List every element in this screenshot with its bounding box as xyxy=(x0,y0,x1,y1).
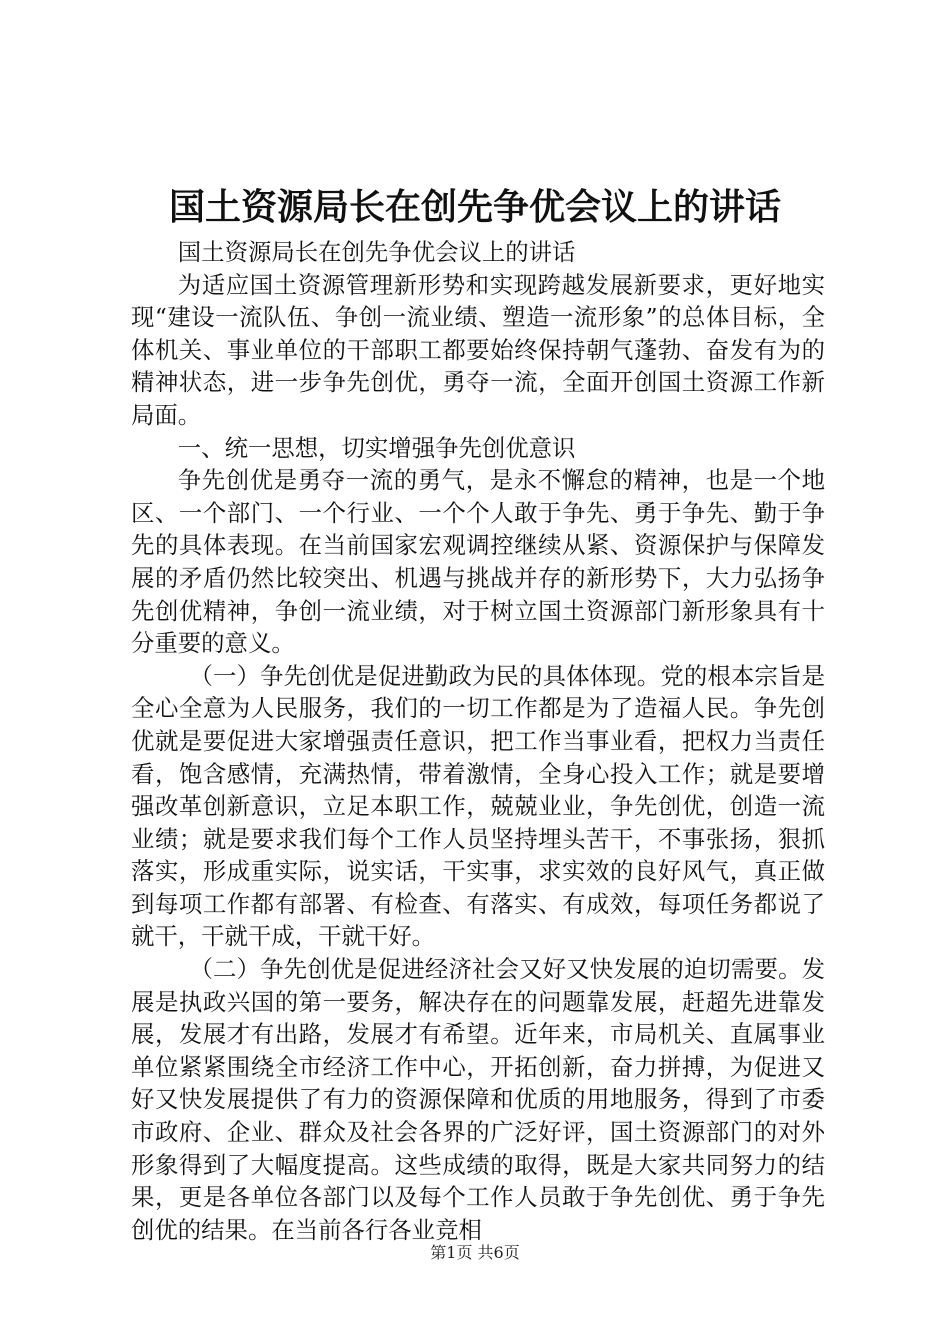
page-footer: 第1页 共6页 xyxy=(430,1243,520,1262)
paragraph-point-1: （一）争先创优是促进勤政为民的具体体现。党的根本宗旨是全心全意为人民服务，我们的一切工作都是为了造福人民。争先创优就是要促进大家增强责任意识，把工作当事业看，把权力当责任看，饱含感情，充满热情，带着激情，全身心投入工作；就是要增强改革创新意识，立足本职工作，兢兢业业，争先创优，创造一流业绩；就是要求我们每个工作人员坚持埋头苦干，不事张扬，狠抓落实，形成重实际，说实话，干实事，求实效的良好风气，真正做到每项工作都有部署、有检查、有落实、有成效，每项任务都说了就干，干就干成，干就干好。 xyxy=(131,661,825,951)
paragraph-section-1: 争先创优是勇夺一流的勇气，是永不懈怠的精神，也是一个地区、一个部门、一个行业、一个个人敢于争先、勇于争先、勤于争先的具体表现。在当前国家宏观调控继续从紧、资源保护与保障发展的矛盾仍然比较突出、机遇与挑战并存的新形势下，大力弘扬争先创优精神，争创一流业绩，对于树立国土资源部门新形象具有十分重要的意义。 xyxy=(131,466,825,658)
paragraph-intro: 为适应国土资源管理新形势和实现跨越发展新要求，更好地实现“建设一流队伍、争创一流业绩、塑造一流形象”的总体目标，全体机关、事业单位的干部职工都要始终保持朝气蓬勃、奋发有为的精神状态，进一步争先创优，勇夺一流，全面开创国土资源工作新局面。 xyxy=(131,270,825,429)
document-body xyxy=(131,236,825,1246)
paragraph-subtitle: 国土资源局长在创先争优会议上的讲话 xyxy=(177,238,576,266)
document-title: 国土资源局长在创先争优会议上的讲话 xyxy=(168,186,781,228)
paragraph-point-2: （二）争先创优是促进经济社会又好又快发展的迫切需要。发展是执政兴国的第一要务，解决存在的问题靠发展，赶超先进靠发展，发展才有出路，发展才有希望。近年来，市局机关、直属事业单位紧紧围绕全市经济工作中心，开拓创新，奋力拼搏，为促进又好又快发展提供了有力的资源保障和优质的用地服务，得到了市委市政府、企业、群众及社会各界的广泛好评，国土资源部门的对外形象得到了大幅度提高。这些成绩的取得，既是大家共同努力的结果，更是各单位各部门以及每个工作人员敢于争先创优、勇于争先创优的结果。在当前各行各业竞相 xyxy=(131,955,825,1244)
section-heading-1: 一、统一思想，切实增强争先创优意识 xyxy=(177,433,576,462)
